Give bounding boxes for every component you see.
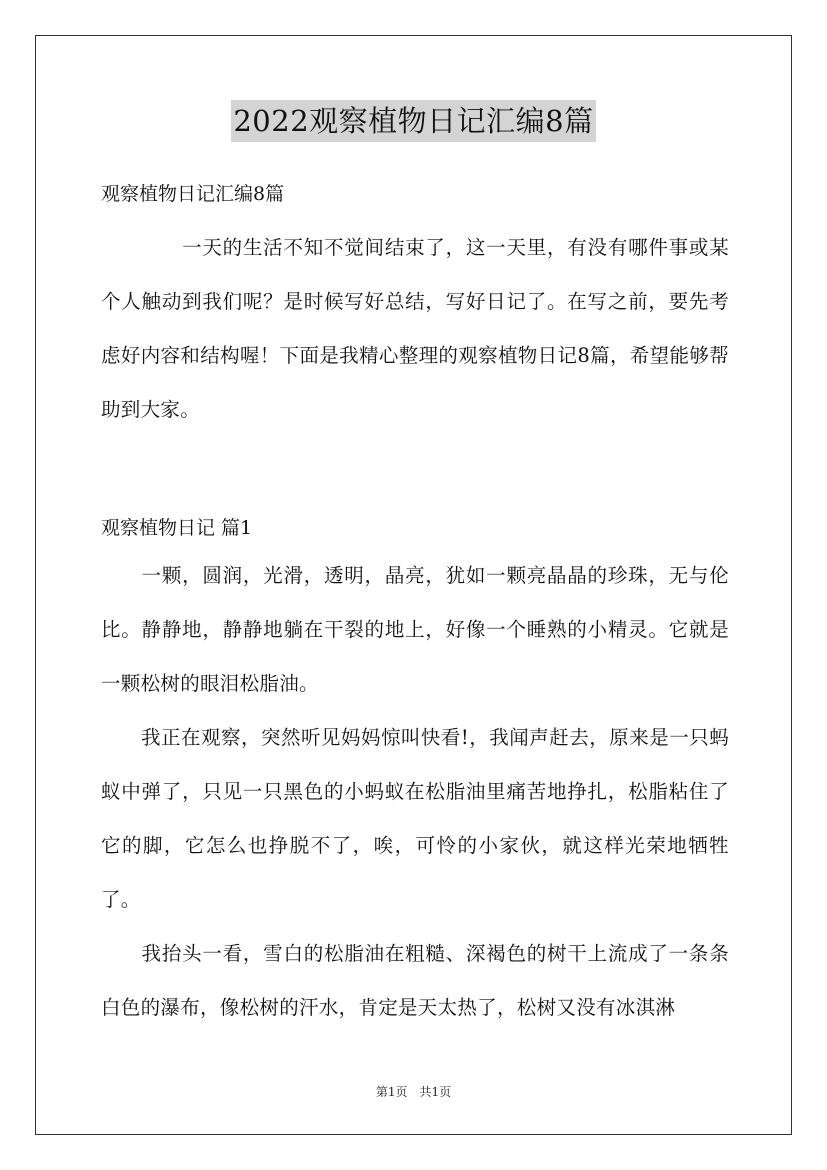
document-body xyxy=(101,173,729,1035)
body-paragraph: 我正在观察，突然听见妈妈惊叫快看!，我闻声赶去，原来是一只蚂蚁中弹了，只见一只黑色的小蚂蚁在松脂油里痛苦地挣扎，松脂粘住了它的脚，它怎么也挣脱不了，唉，可怜的小家伙，就这样光荣地牺牲了。 xyxy=(101,726,729,911)
document-title: 2022观察植物日记汇编8篇 xyxy=(231,100,595,142)
page-footer: 第1页 共1页 xyxy=(375,1085,452,1099)
document-subtitle: 观察植物日记汇编8篇 xyxy=(101,183,285,205)
spacer xyxy=(101,437,729,507)
section-heading: 观察植物日记 篇1 xyxy=(101,517,253,539)
body-paragraph: 一颗，圆润，光滑，透明，晶亮，犹如一颗亮晶晶的珍珠，无与伦比。静静地，静静地躺在干裂的地上，好像一个睡熟的小精灵。它就是一颗松树的眼泪松脂油。 xyxy=(101,564,729,695)
body-paragraph: 我抬头一看，雪白的松脂油在粗糙、深褐色的树干上流成了一条条白色的瀑布，像松树的汗水，肯定是天太热了，松树又没有冰淇淋 xyxy=(101,942,729,1019)
title-container xyxy=(0,100,827,142)
intro-paragraph: 一天的生活不知不觉间结束了，这一天里，有没有哪件事或某个人触动到我们呢？是时候写好总结，写好日记了。在写之前，要先考虑好内容和结构喔！下面是我精心整理的观察植物日记8篇，希望能够帮助到大家。 xyxy=(101,236,729,421)
